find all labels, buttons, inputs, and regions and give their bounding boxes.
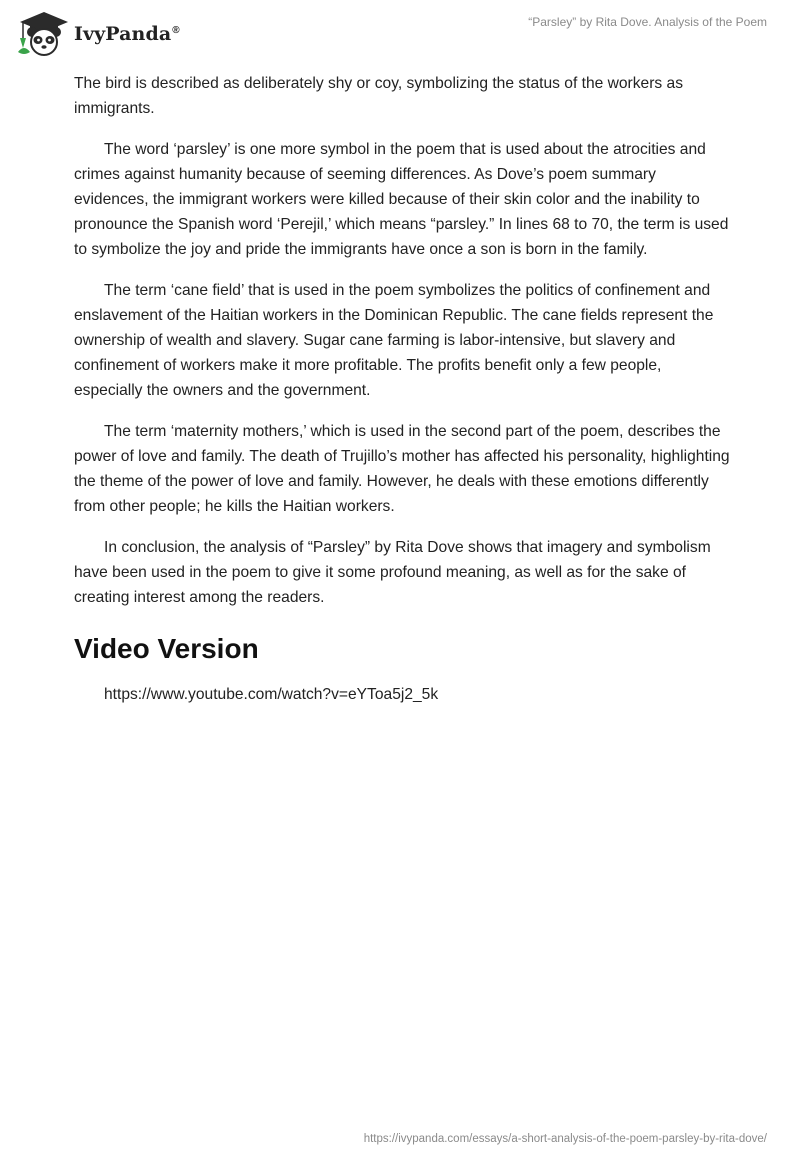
footer-source-url[interactable]: https://ivypanda.com/essays/a-short-analysis-of-the-poem-parsley-by-rita-dove/ <box>363 1133 767 1145</box>
registered-mark: ® <box>172 24 180 36</box>
document-title: “Parsley” by Rita Dove. Analysis of the Poem <box>528 15 767 29</box>
paragraph: The term ‘maternity mothers,’ which is used in the second part of the poem, describes the power of love and family. The death of Trujillo’s mother has affected his personality, highlighting the theme of the power of love and family. However, he deals with these emotions differently from other people; he kills the Haitian workers. <box>74 423 730 515</box>
page-header <box>0 0 800 64</box>
panda-graduation-cap-icon <box>14 8 72 58</box>
video-section-heading: Video Version <box>74 633 259 664</box>
paragraph: The bird is described as deliberately shy or coy, symbolizing the status of the workers as immigrants. <box>74 75 684 117</box>
paragraph: In conclusion, the analysis of “Parsley” by Rita Dove shows that imagery and symbolism have been used in the poem to give it some profound meaning, as well as for the sake of creating interest among the readers. <box>74 539 711 606</box>
video-link[interactable]: https://www.youtube.com/watch?v=eYToa5j2_5k <box>104 686 439 703</box>
brand-name: IvyPanda® <box>74 23 180 45</box>
ivypanda-logo[interactable] <box>14 8 214 58</box>
essay-body <box>74 71 734 707</box>
paragraph: The term ‘cane field’ that is used in the poem symbolizes the politics of confinement and enslavement of the Haitian workers in the Dominican Republic. The cane fields represent the ownership of wealth and slavery. Sugar cane farming is labor-intensive, but slavery and confinement of workers make it more profitable. The profits benefit only a few people, especially the owners and the government. <box>74 282 714 399</box>
paragraph: The word ‘parsley’ is one more symbol in the poem that is used about the atrocities and crimes against humanity because of seeming differences. As Dove’s poem summary evidences, the immigrant workers were killed because of their skin color and the inability to pronounce the Spanish word ‘Perejil,’ which means “parsley.” In lines 68 to 70, the term is used to symbolize the joy and pride the immigrants have once a son is born in the family. <box>74 141 729 258</box>
